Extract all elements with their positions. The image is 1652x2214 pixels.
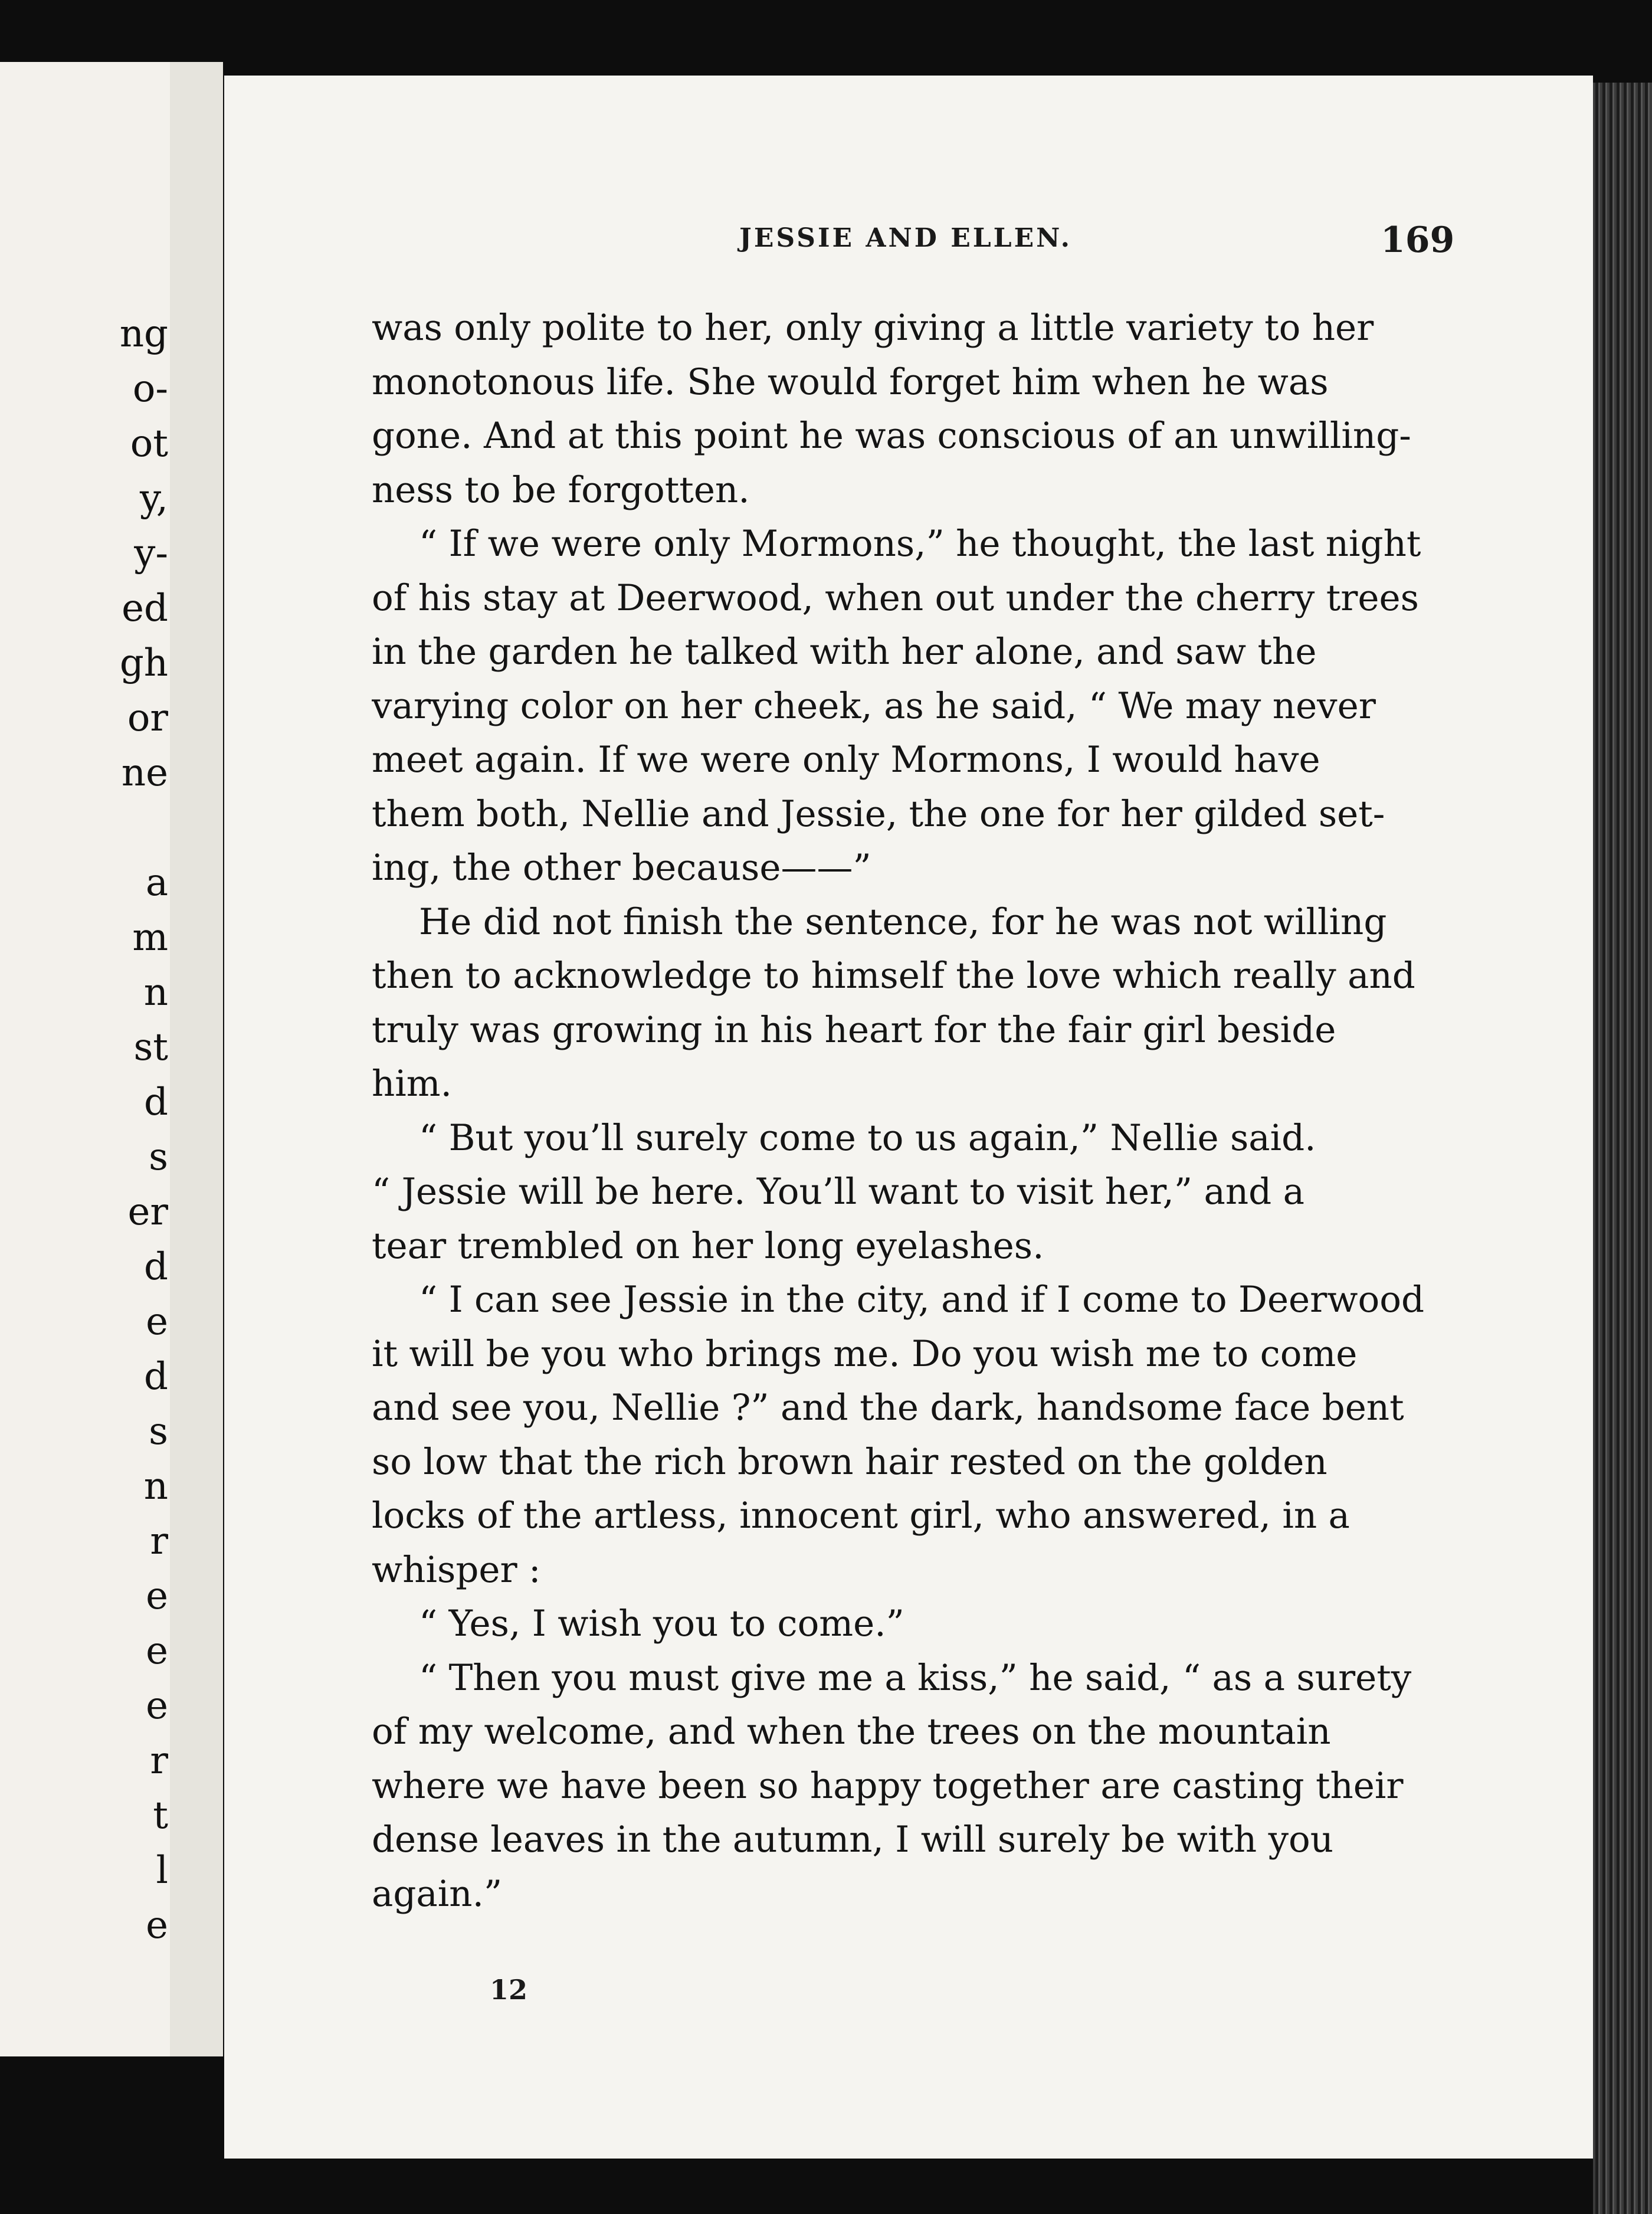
text-line: varying color on her cheek, as he said, “ We may never bbox=[372, 684, 1376, 727]
left-fragment: ng bbox=[119, 312, 168, 356]
left-fragment: er bbox=[127, 1190, 168, 1234]
left-fragment: gh bbox=[119, 641, 168, 685]
text-line: gone. And at this point he was conscious of an unwilling- bbox=[372, 415, 1411, 457]
left-fragment: e bbox=[146, 1684, 168, 1728]
left-fragment bbox=[0, 801, 168, 856]
text-line: tear trembled on her long eyelashes. bbox=[372, 1224, 1044, 1267]
left-fragment: d bbox=[144, 1080, 168, 1124]
text-line: “ Then you must give me a kiss,” he said, “ as a surety bbox=[419, 1656, 1412, 1699]
left-fragment: o- bbox=[132, 367, 168, 411]
left-fragment: t bbox=[153, 1794, 168, 1838]
text-line: whisper : bbox=[372, 1548, 541, 1591]
signature-mark: 12 bbox=[490, 1974, 528, 2006]
left-fragment: n bbox=[143, 971, 168, 1014]
text-line: meet again. If we were only Mormons, I would have bbox=[372, 739, 1320, 781]
text-line: monotonous life. She would forget him when he was bbox=[372, 361, 1329, 403]
text-line: and see you, Nellie ?” and the dark, handsome face bent bbox=[372, 1387, 1404, 1429]
text-line: him. bbox=[372, 1063, 453, 1105]
text-line: in the garden he talked with her alone, and saw the bbox=[372, 631, 1317, 673]
text-line: so low that the rich brown hair rested on the golden bbox=[372, 1440, 1328, 1483]
running-head: JESSIE AND ELLEN. bbox=[739, 223, 1072, 253]
left-fragment: st bbox=[133, 1026, 168, 1069]
text-line: dense leaves in the autumn, I will surely be with you bbox=[372, 1819, 1334, 1861]
text-line: of his stay at Deerwood, when out under the cherry trees bbox=[372, 577, 1419, 619]
left-page-text-fragments bbox=[0, 307, 168, 1953]
text-line: truly was growing in his heart for the fair girl beside bbox=[372, 1008, 1336, 1051]
left-page-gutter bbox=[170, 62, 223, 2056]
page-number: 169 bbox=[1381, 220, 1455, 261]
left-fragment: d bbox=[144, 1355, 168, 1399]
left-fragment: e bbox=[146, 1574, 168, 1618]
text-line: “ Jessie will be here. You’ll want to visit her,” and a bbox=[372, 1171, 1304, 1213]
left-fragment: ot bbox=[130, 422, 168, 466]
left-fragment: y, bbox=[140, 477, 168, 520]
left-fragment: ne bbox=[121, 751, 168, 795]
left-fragment: y- bbox=[134, 532, 168, 575]
left-fragment: r bbox=[150, 1519, 168, 1563]
left-fragment: l bbox=[156, 1849, 168, 1892]
left-fragment: r bbox=[150, 1739, 168, 1783]
text-line: it will be you who brings me. Do you wish me to come bbox=[372, 1332, 1358, 1375]
left-fragment: s bbox=[149, 1410, 168, 1453]
text-line: was only polite to her, only giving a little variety to her bbox=[372, 307, 1374, 349]
text-line: “ I can see Jessie in the city, and if I come to Deerwood bbox=[419, 1279, 1425, 1321]
text-line: them both, Nellie and Jessie, the one for her gilded set- bbox=[372, 792, 1385, 835]
body-text bbox=[372, 301, 1434, 1921]
left-fragment: e bbox=[146, 1629, 168, 1673]
text-line: again.” bbox=[372, 1872, 503, 1915]
text-line: where we have been so happy together are casting their bbox=[372, 1764, 1404, 1807]
left-fragment: e bbox=[146, 1300, 168, 1344]
left-fragment: a bbox=[145, 861, 168, 905]
left-fragment: or bbox=[127, 696, 168, 740]
text-line: “ If we were only Mormons,” he thought, the last night bbox=[419, 523, 1421, 565]
text-line: of my welcome, and when the trees on the mountain bbox=[372, 1711, 1331, 1753]
page-edge-stack bbox=[1593, 83, 1652, 2214]
text-line: then to acknowledge to himself the love which really and bbox=[372, 955, 1415, 997]
left-fragment: m bbox=[132, 916, 168, 959]
left-fragment: d bbox=[144, 1245, 168, 1289]
text-line: locks of the artless, innocent girl, who answered, in a bbox=[372, 1495, 1350, 1537]
text-line: ness to be forgotten. bbox=[372, 469, 750, 511]
text-line: “ Yes, I wish you to come.” bbox=[419, 1603, 904, 1645]
text-line: ing, the other because——” bbox=[372, 847, 871, 889]
text-line: “ But you’ll surely come to us again,” Nellie said. bbox=[419, 1116, 1316, 1159]
left-fragment: n bbox=[143, 1465, 168, 1508]
left-fragment: ed bbox=[122, 587, 168, 630]
left-fragment: e bbox=[146, 1904, 168, 1947]
text-line: He did not finish the sentence, for he was not willing bbox=[419, 900, 1387, 943]
left-fragment: s bbox=[149, 1135, 168, 1179]
